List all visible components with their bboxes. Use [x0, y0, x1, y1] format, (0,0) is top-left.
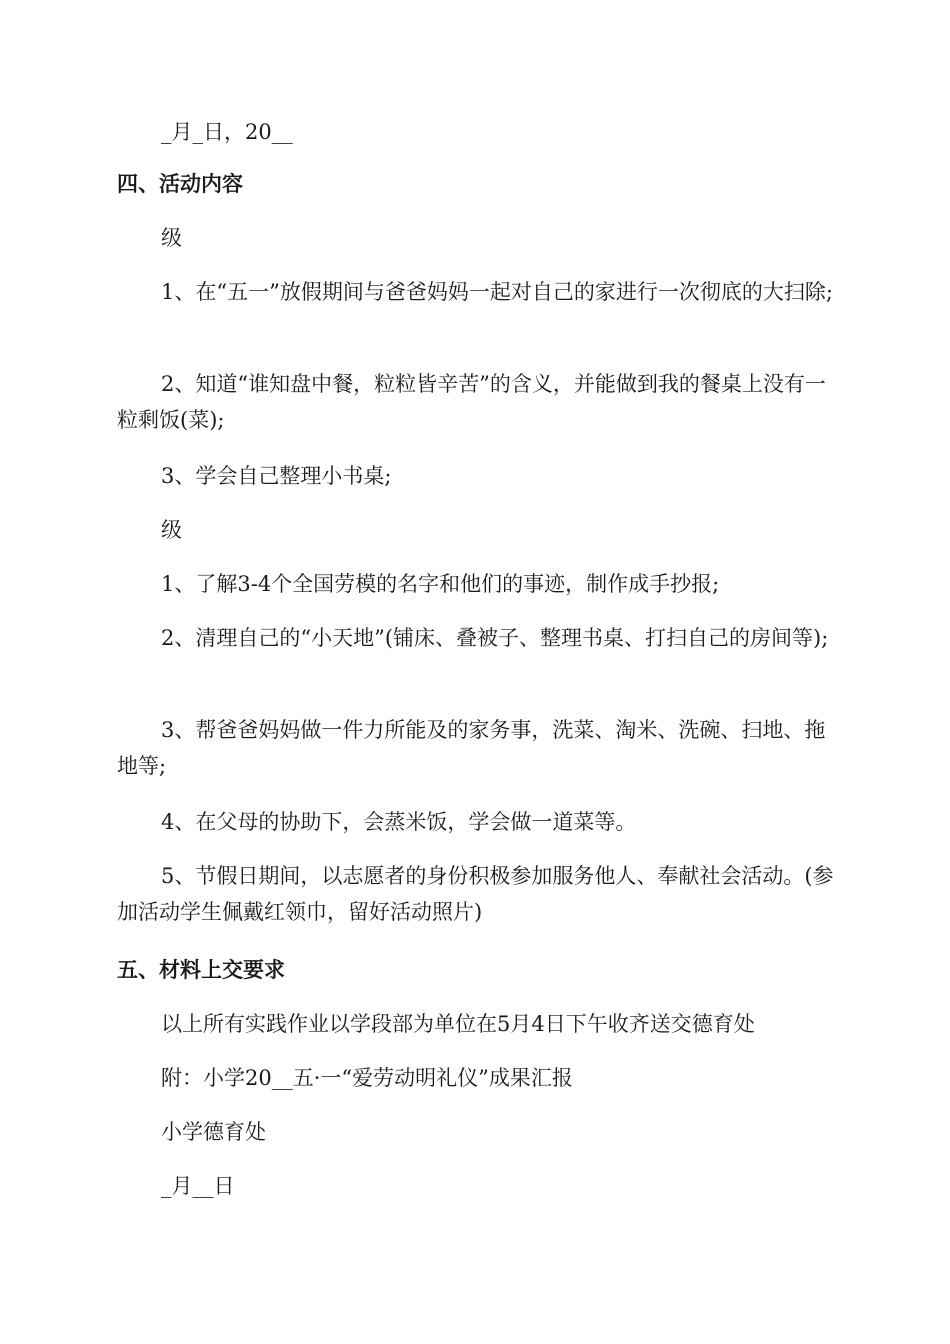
grade-b-item-3: 3、帮爸爸妈妈做一件力所能及的家务事，洗菜、淘米、洗碗、扫地、拖地等;	[117, 718, 826, 778]
grade-b-item-5: 5、节假日期间，以志愿者的身份积极参加服务他人、奉献社会活动。(参加活动学生佩戴红领巾，留好活动照片)	[117, 864, 834, 924]
section-5-title: 五、材料上交要求	[117, 958, 285, 982]
grade-b-item-1: 1、了解3-4个全国劳模的名字和他们的事迹，制作成手抄报;	[161, 572, 720, 596]
grade-a-label: 级	[161, 226, 182, 250]
section-4-title: 四、活动内容	[117, 172, 243, 196]
signature-date: _月__日	[161, 1174, 235, 1198]
grade-a-item-2: 2、知道“谁知盘中餐，粒粒皆辛苦”的含义，并能做到我的餐桌上没有一粒剩饭(菜);	[117, 372, 826, 432]
grade-a-item-3: 3、学会自己整理小书桌;	[161, 464, 392, 488]
attachment-text: 附：小学20__五·一“爱劳动明礼仪”成果汇报	[161, 1066, 573, 1090]
grade-b-item-4: 4、在父母的协助下，会蒸米饭，学会做一道菜等。	[161, 810, 637, 834]
signature-org: 小学德育处	[161, 1120, 266, 1144]
grade-a-item-1: 1、在“五一”放假期间与爸爸妈妈一起对自己的家进行一次彻底的大扫除;	[161, 280, 833, 304]
date-line: _月_日，20__	[161, 120, 293, 144]
submission-text: 以上所有实践作业以学段部为单位在5月4日下午收齐送交德育处	[161, 1012, 755, 1036]
grade-b-label: 级	[161, 518, 182, 542]
grade-b-item-2: 2、清理自己的“小天地”(铺床、叠被子、整理书桌、打扫自己的房间等);	[161, 626, 829, 650]
